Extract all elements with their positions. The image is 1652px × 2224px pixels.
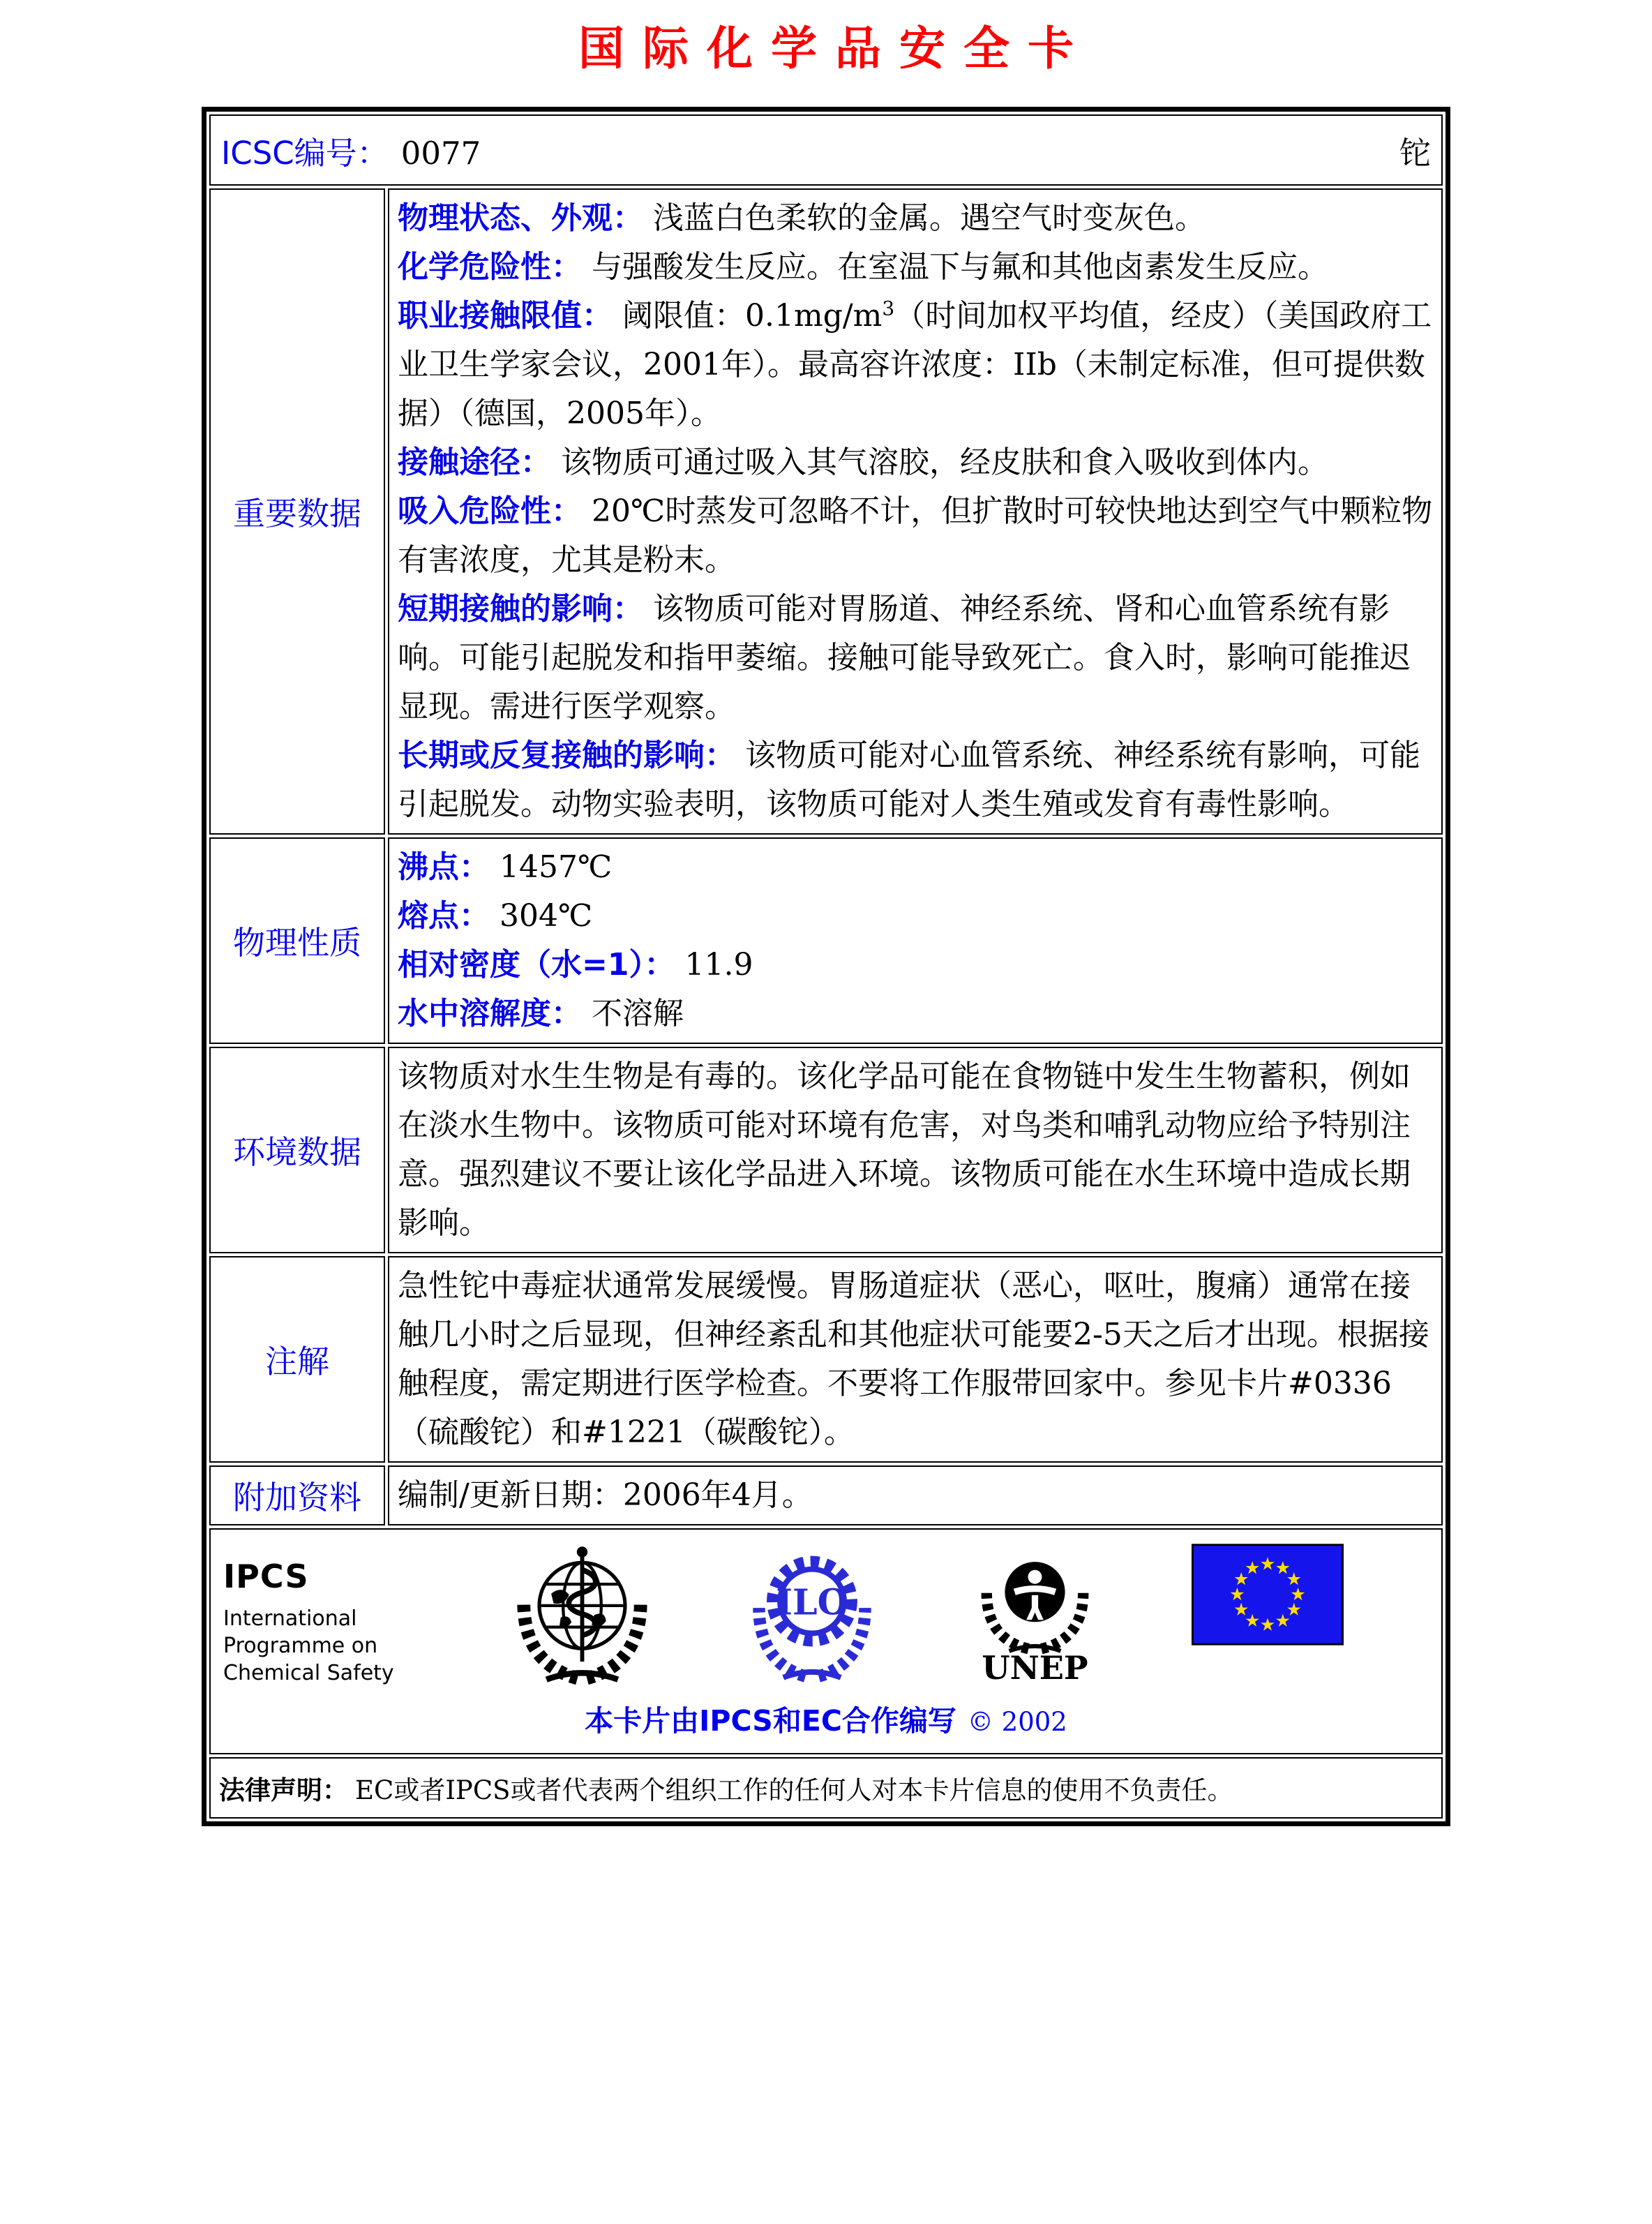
icsc-number-group — [221, 128, 481, 173]
water-solubility-line: 水中溶解度： 不溶解 — [398, 996, 684, 1031]
legal-text: EC或者IPCS或者代表两个组织工作的任何人对本卡片信息的使用不负责任。 — [355, 1775, 1233, 1805]
logos-cell — [209, 1528, 1443, 1754]
logos-strip — [218, 1539, 1434, 1687]
legal-label: 法律声明： — [219, 1775, 348, 1805]
inhalation-risk-line: 吸入危险性： 20℃时蒸发可忽略不计，但扩散时可较快地达到空气中颗粒物有害浓度，尤其是粉末。 — [398, 493, 1433, 578]
exposure-routes-line: 接触途径： 该物质可通过吸入其气溶胶，经皮肤和食入吸收到体内。 — [398, 445, 1328, 480]
icsc-number-label: ICSC编号： — [221, 134, 389, 172]
important-data-content — [388, 188, 1443, 835]
header-row — [209, 114, 1443, 186]
notes-label: 注解 — [209, 1256, 385, 1463]
physical-properties-content — [388, 837, 1443, 1044]
environmental-data-content: 该物质对水生生物是有毒的。该化学品可能在食物链中发生生物蓄积，例如在淡水生物中。该物质可能对环境有危害，对鸟类和哺乳动物应给予特别注意。强烈建议不要让该化学品进入环境。该物质可能在水生环境中造成长期影响。 — [388, 1047, 1443, 1253]
safety-card-table — [206, 112, 1446, 1821]
svg-text:UNEP: UNEP — [982, 1648, 1088, 1683]
ipcs-text-block — [223, 1544, 419, 1687]
long-term-effects-line: 长期或反复接触的影响： 该物质可能对心血管系统、神经系统有影响，可能引起脱发。动物实验表明，该物质可能对人类生殖或发育有毒性影响。 — [398, 738, 1420, 822]
physical-properties-row — [209, 837, 1443, 1044]
credit-year: © 2002 — [967, 1707, 1067, 1737]
environmental-data-row — [209, 1047, 1443, 1253]
physical-properties-label: 物理性质 — [209, 837, 385, 1044]
physical-state-line: 物理状态、外观： 浅蓝白色柔软的金属。遇空气时变灰色。 — [398, 200, 1206, 236]
relative-density-line: 相对密度（水=1）： 11.9 — [398, 947, 753, 983]
ipcs-title: IPCS — [223, 1558, 309, 1595]
additional-info-content: 编制/更新日期：2006年4月。 — [388, 1465, 1443, 1525]
important-data-label: 重要数据 — [209, 188, 385, 835]
superscript-3: 3 — [882, 297, 895, 320]
occupational-exposure-limit-line: 职业接触限值： 阈限值：$0.1mg/m^3$（时间加权平均值，经皮）（美国政府工业卫生学家会议，2001年）。最高容许浓度：IIb（未制定标准，但可提供数据）（德国，2005年）。 — [398, 297, 1432, 431]
svg-text:ILO: ILO — [776, 1581, 848, 1623]
eu-flag-icon — [1192, 1544, 1344, 1645]
legal-cell — [209, 1757, 1443, 1819]
who-logo-icon — [511, 1544, 654, 1687]
ilo-logo-icon — [746, 1544, 878, 1683]
chemical-danger-line: 化学危险性： 与强酸发生反应。在室温下与氟和其他卤素发生反应。 — [398, 249, 1328, 285]
short-term-effects-line: 短期接触的影响： 该物质可能对胃肠道、神经系统、肾和心血管系统有影响。可能引起脱发和指甲萎缩。接触可能导致死亡。食入时，影响可能推迟显现。需进行医学观察。 — [398, 591, 1411, 724]
important-data-row — [209, 188, 1443, 835]
ipcs-subtitle: International Programme on Chemical Safety — [223, 1606, 394, 1685]
notes-content: 急性铊中毒症状通常发展缓慢。胃肠道症状（恶心，呕吐，腹痛）通常在接触几小时之后显现，但神经紊乱和其他症状可能要2-5天之后才出现。根据接触程度，需定期进行医学检查。不要将工作服带回家中。参见卡片#0336（硫酸铊）和#1221（碳酸铊）。 — [388, 1256, 1443, 1463]
credit-text: 本卡片由IPCS和EC合作编写 — [585, 1704, 956, 1738]
chemical-name: 铊 — [1399, 134, 1431, 172]
page-title: 国际化学品安全卡 — [578, 21, 1092, 75]
unep-logo-icon — [970, 1544, 1099, 1683]
legal-row — [209, 1757, 1443, 1819]
logos-row — [209, 1528, 1443, 1754]
additional-info-label: 附加资料 — [209, 1465, 385, 1525]
header-cell — [209, 114, 1443, 186]
environmental-data-label: 环境数据 — [209, 1047, 385, 1253]
icsc-number-value: 0077 — [400, 134, 481, 172]
additional-info-row — [209, 1465, 1443, 1525]
safety-card — [202, 107, 1450, 1826]
melting-point-line: 熔点： 304℃ — [398, 898, 593, 934]
boiling-point-line: 沸点： 1457℃ — [398, 849, 613, 885]
notes-row — [209, 1256, 1443, 1463]
credit-line — [218, 1698, 1434, 1739]
